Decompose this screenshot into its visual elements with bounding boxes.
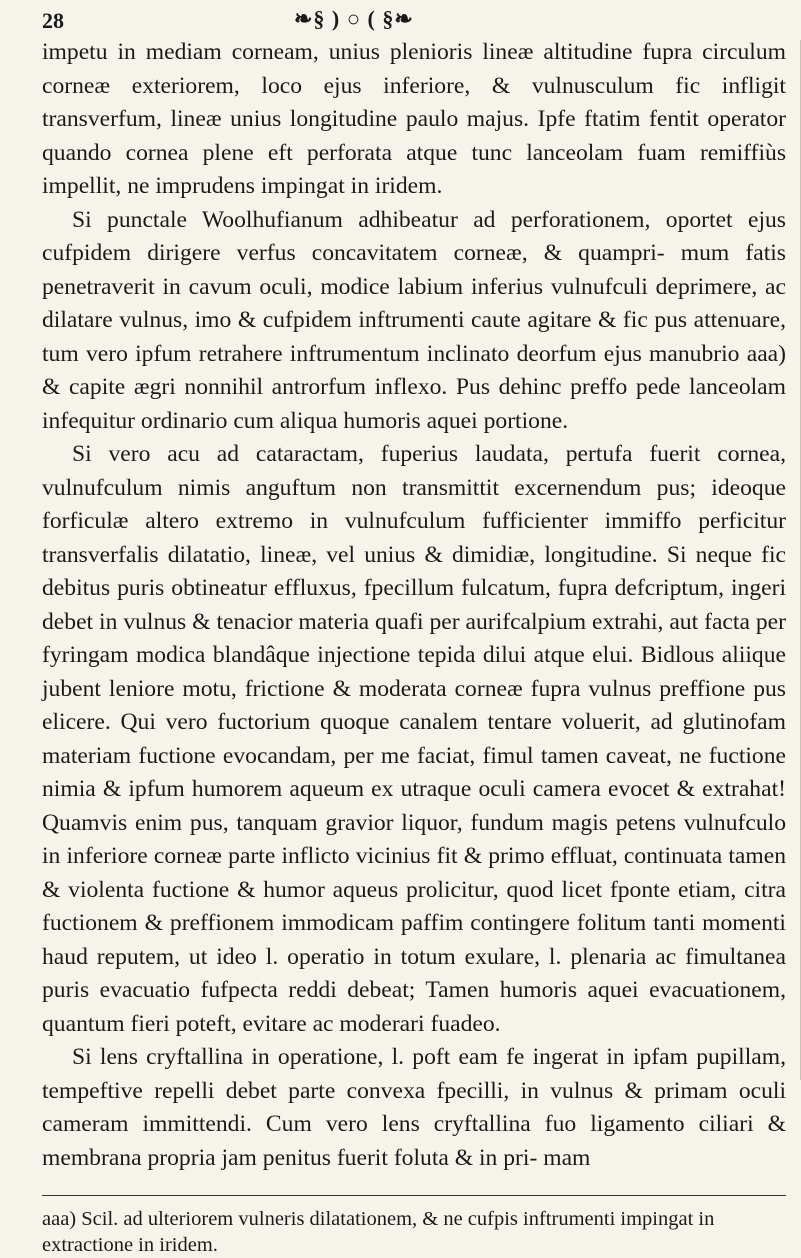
page-header	[42, 6, 786, 36]
paragraph-4: Si lens cryftallina in operatione, l. poft eam fe ingerat in ipfam pupillam, tempeftive repelli debet parte convexa fpecilli, in vulnus & primam oculi cameram immittendi. Cum vero lens cryftallina fuo ligamento ciliari & membrana propria jam penitus fuerit foluta & in pri- mam	[42, 1044, 786, 1171]
book-page	[42, 6, 786, 1256]
page-edge	[786, 40, 801, 1080]
header-ornament: ❧§ ) ○ ( §❧	[294, 6, 414, 31]
page-number: 28	[42, 8, 64, 33]
paragraph-2: Si punctale Woolhufianum adhibeatur ad perforationem, oportet ejus cufpidem dirigere verfus concavitatem corneæ, & quampri- mum fatis penetraverit in cavum oculi, modice labium inferius vulnufculi deprimere, ac dilatare vulnus, imo & cufpidem inftrumenti caute agitare & fic pus attenuare, tum vero ipfum retrahere inftrumentum inclinato deorfum ejus manubrio aaa) & capite ægri nonnihil antrorfum inflexo. Pus dehinc preffo pede lanceolam infequitur ordinario cum aliqua humoris aquei portione.	[42, 206, 786, 434]
footnote: aaa) Scil. ad ulteriorem vulneris dilatationem, & ne cufpis inftrumenti impingat in extractione in iridem.	[42, 1208, 715, 1256]
paragraph-1: impetu in mediam corneam, unius plenioris lineæ altitudine fupra circulum corneæ exteriorem, loco ejus inferiore, & vulnusculum fic infligit transverfum, lineæ unius longitudine paulo majus. Ipfe ftatim fentit operator quando cornea plene eft perforata atque tunc lanceolam fuam remiffiùs impellit, ne imprudens impingat in iridem.	[42, 39, 786, 199]
footnote-divider	[42, 1195, 786, 1196]
body-text	[42, 36, 786, 1175]
paragraph-3: Si vero acu ad cataractam, fuperius laudata, pertufa fuerit cornea, vulnufculum nimis anguftum non transmittit excernendum pus; ideoque forficulæ altero extremo in vulnufculum fufficienter immiffo perficitur transverfalis dilatatio, lineæ, vel unius & dimidiæ, longitudine. Si neque fic debitus puris obtineatur effluxus, fpecillum fulcatum, fupra defcriptum, ingeri debet in vulnus & tenacior materia quafi per aurifcalpium extrahi, aut facta per fyringam modica blandâque injectione tepida dilui atque elui. Bidlous aliique jubent leniore motu, frictione & moderata corneæ fupra vulnus preffione pus elicere. Qui vero fuctorium quoque canalem tentare voluerit, ad glutinofam materiam fuctione evocandam, per me faciat, fimul tamen caveat, ne fuctione nimia & ipfum humorem aqueum ex utraque oculi camera evocet & extrahat! Quamvis enim pus, tanquam gravior liquor, fundum magis petens vulnufculo in inferiore corneæ parte inflicto vicinius fit & primo effluat, continuata tamen & violenta fuctione & humor aqueus prolicitur, quod licet fponte etiam, citra fuctionem & preffionem immodicam paffim contingere folitum tanti momenti haud reputem, ut ideo l. operatio in totum exulare, l. plenaria ac fimultanea puris evacuatio fufpecta reddi debeat; Tamen humoris aquei evacuationem, quantum fieri poteft, evitare ac moderari fuadeo.	[42, 441, 786, 1037]
